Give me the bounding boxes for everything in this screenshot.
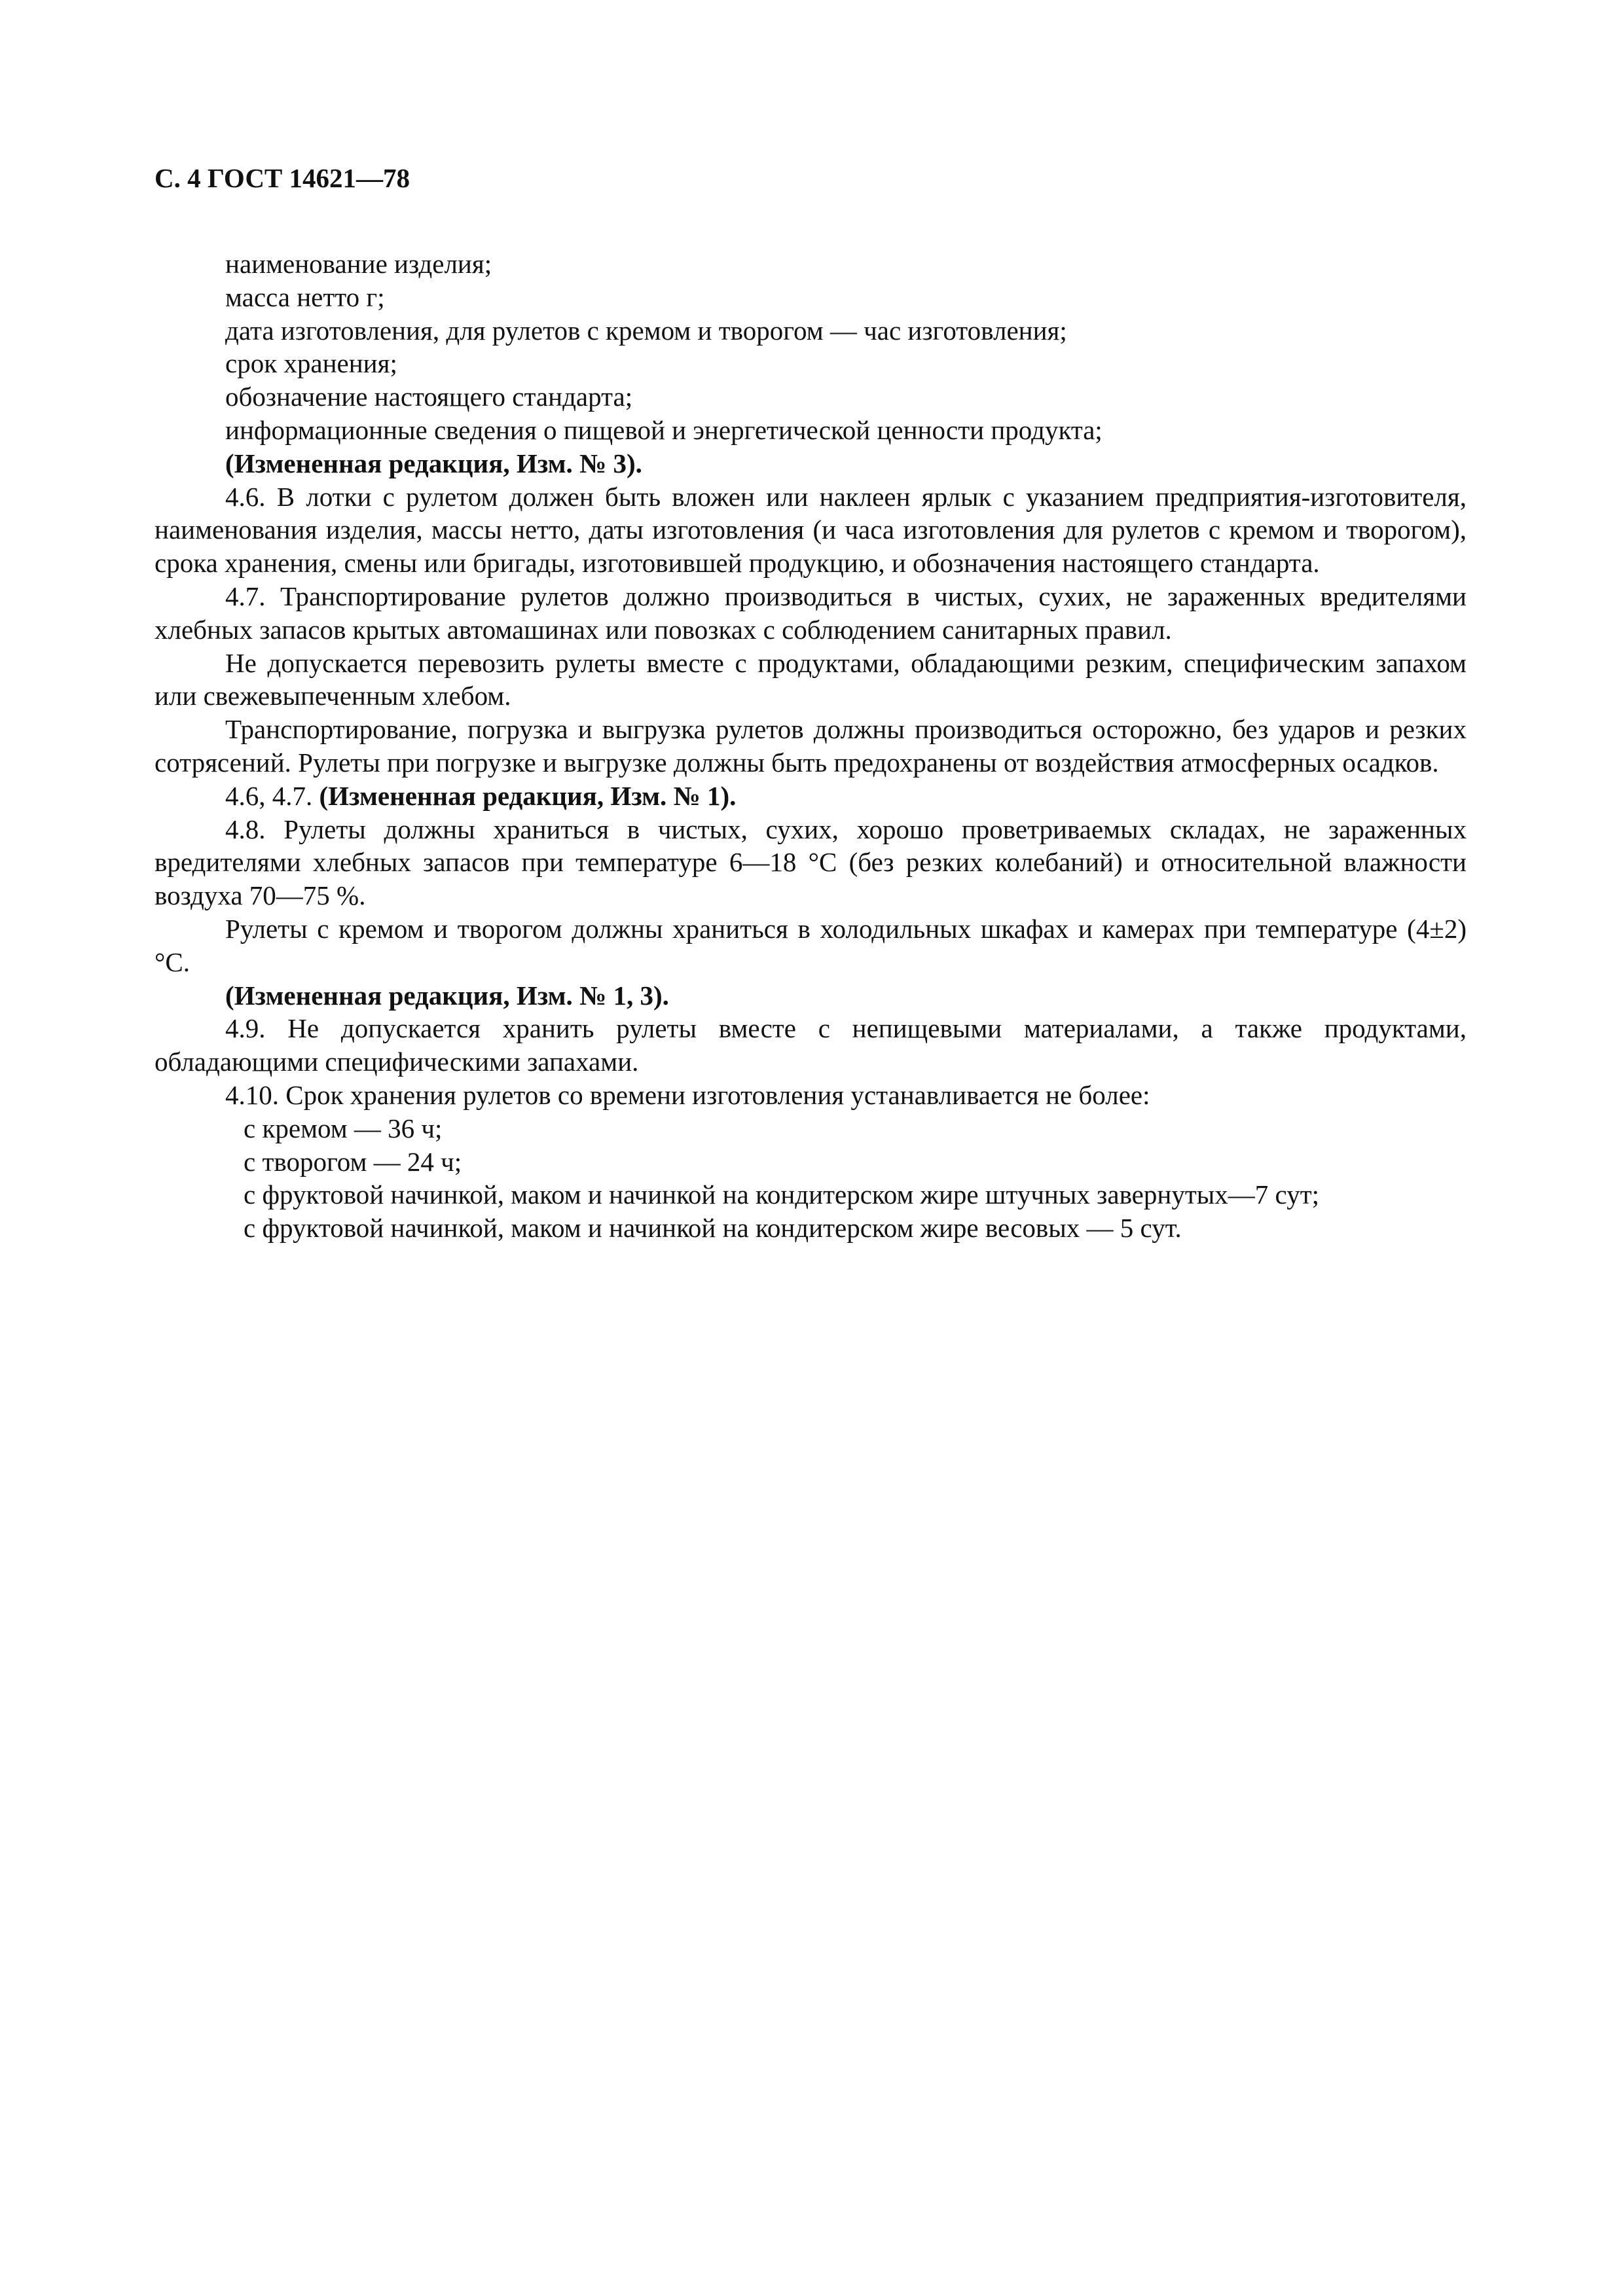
clause-4-9: 4.9. Не допускается хранить рулеты вместе с непищевыми материалами, а также продуктами, обладающими специфическими запахами.: [155, 1013, 1467, 1077]
clause-4-8-cream: Рулеты с кремом и творогом должны храниться в холодильных шкафах и камерах при температуре (4±2) °С.: [155, 913, 1467, 977]
clause-4-7-no-mixing: Не допускается перевозить рулеты вместе с продуктами, обладающими резким, специфическим запахом или свежевыпеченным хлебом.: [155, 647, 1467, 711]
clause-4-7: 4.7. Транспортирование рулетов должно производиться в чистых, сухих, не зараженных вредителями хлебных запасов крытых автомашинах или повозках с соблюдением санитарных правил.: [155, 581, 1467, 645]
labeling-item: масса нетто г;: [225, 281, 385, 312]
labeling-item: дата изготовления, для рулетов с кремом и творогом — час изготовления;: [225, 315, 1067, 346]
amendment-label: (Измененная редакция, Изм. № 1).: [319, 780, 737, 811]
document-body: [155, 247, 1467, 1245]
amendment-note-1-3: (Измененная редакция, Изм. № 1, 3).: [225, 980, 669, 1011]
labeling-item: наименование изделия;: [225, 249, 492, 279]
page-header: С. 4 ГОСТ 14621—78: [155, 163, 410, 193]
shelf-life-item: с фруктовой начинкой, маком и начинкой на кондитерском жире штучных завернутых—7 сут;: [244, 1179, 1320, 1210]
shelf-life-item: с фруктовой начинкой, маком и начинкой на кондитерском жире весовых — 5 сут.: [244, 1213, 1182, 1244]
shelf-life-item: с творогом — 24 ч;: [244, 1146, 462, 1177]
amendment-clauses: 4.6, 4.7.: [225, 780, 319, 811]
shelf-life-item: с кремом — 36 ч;: [244, 1113, 443, 1143]
amendment-note-3: (Измененная редакция, Изм. № 3).: [225, 448, 642, 478]
clause-4-10: 4.10. Срок хранения рулетов со времени изготовления устанавливается не более:: [225, 1079, 1150, 1110]
labeling-item: информационные сведения о пищевой и энергетической ценности продукта;: [225, 414, 1103, 445]
labeling-item: срок хранения;: [225, 348, 397, 379]
amendment-note-4-6-4-7: [155, 780, 1467, 813]
clause-4-6: 4.6. В лотки с рулетом должен быть вложен или наклеен ярлык с указанием предприятия-изготовителя, наименования изделия, массы нетто, даты изготовления (и часа изготовления для рулетов с кремом и творогом), срока хранения, смены или бригады, изготовившей продукцию, и обозначения настоящего стандарта.: [155, 481, 1467, 579]
clause-4-7-handling: Транспортирование, погрузка и выгрузка рулетов должны производиться осторожно, без ударов и резких сотрясений. Рулеты при погрузке и выгрузке должны быть предохранены от воздействия атмосферных осадков.: [155, 714, 1467, 778]
clause-4-8: 4.8. Рулеты должны храниться в чистых, сухих, хорошо проветриваемых складах, не зараженных вредителями хлебных запасов при температуре 6—18 °С (без резких колебаний) и относительной влажности воздуха 70—75 %.: [155, 814, 1467, 911]
labeling-item: обозначение настоящего стандарта;: [225, 382, 633, 412]
